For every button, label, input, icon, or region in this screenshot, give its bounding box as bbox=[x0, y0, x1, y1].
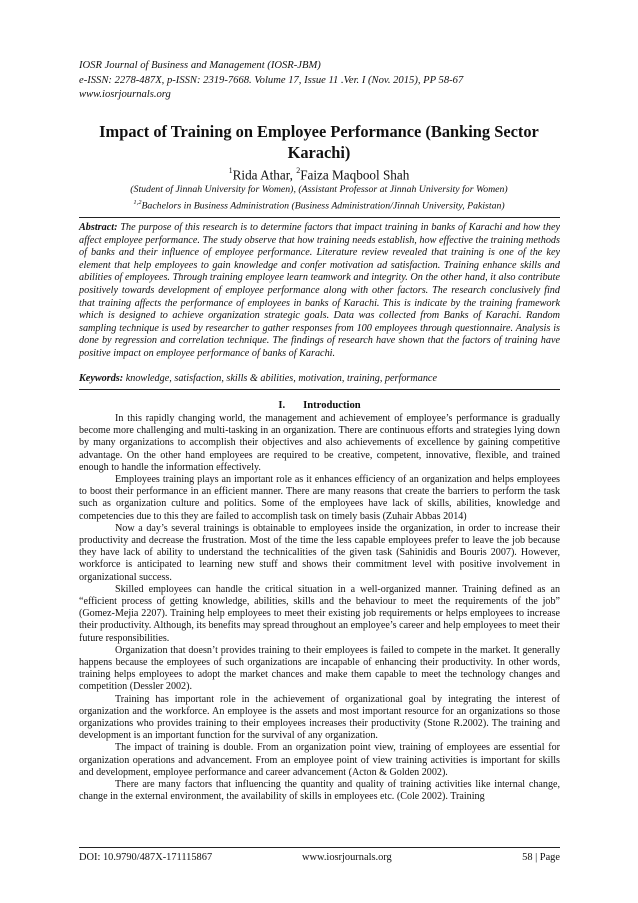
page-footer bbox=[79, 852, 560, 866]
paragraph: There are many factors that influencing the quantity and quality of training activities like internal change, change in the external environment, the availability of skills in employees etc. (Cole 2002). Training bbox=[79, 779, 560, 803]
abstract-bottom-rule bbox=[79, 389, 560, 390]
journal-header bbox=[79, 59, 569, 103]
journal-website: www.iosrjournals.org bbox=[79, 89, 171, 100]
footer-page-number: 58 | Page bbox=[522, 852, 560, 863]
author2-sup: 2 bbox=[296, 166, 301, 175]
paper-title: Impact of Training on Employee Performance (Banking Sector Karachi) bbox=[99, 122, 539, 162]
affiliation-line-2 bbox=[70, 196, 568, 212]
section-number: I. bbox=[278, 400, 286, 411]
author1-name: Rida Athar, bbox=[232, 167, 297, 183]
paragraph: Now a day’s several trainings is obtainable to employees inside the organization, in order to increase their productivity and decrease the frustration. Most of the time the less capable employees prefer to leave the job because they have lack of ability to understand the technicalities of the given task (Sahinidis and Bouris 2007). However, workforce is anticipated to learning new stuff and shows their commitment level with positive involvement in organizational success. bbox=[79, 522, 560, 583]
paragraph: In this rapidly changing world, the management and achievement of employee’s performance is gradually become more challenging and multi-tasking in an organization. There are continuous efforts and strategies lying down by many organizations to accomplish their objectives and also achievements of excellence by gaining competitive advantage. On the other hand employees are required to be creative, competent, innovative, flexible, and trained enough to handle the information effectively. bbox=[79, 413, 560, 473]
paragraph: Training has important role in the achievement of organizational goal by integrating the interest of organization and the workforce. An employee is the assets and most important resource for an organizations so those organizations who provides training to their employees increases their productivity (Stone R.2002). The training and development is an important function for the survival of any organization. bbox=[79, 693, 560, 742]
section-title: Introduction bbox=[303, 400, 361, 411]
paragraph: Employees training plays an important role as it enhances efficiency of an organization and helps employees to boost their performance in an efficient manner. There are many reasons that create the barriers to perform the task such as organization culture and politics. Some of the employees have lack of skills, abilities, knowledge and competencies due to this they are failed to accomplish task on timely basis (Zuhair Abbas 2014) bbox=[79, 474, 560, 522]
keywords-label: Keywords: bbox=[79, 373, 124, 384]
affiliation-line-2-text: Bachelors in Business Administration (Business Administration/Jinnah University, Pakistan) bbox=[141, 200, 505, 212]
abstract-text: The purpose of this research is to determine factors that impact training in banks of Karachi and how they affect employee performance. The study observe that how training needs establish, how effective the training methods of banks and their influence of employee performance. Literature review revealed that training is one of the key element that help employees to gain knowledge and confer motivation ad satisfaction. Training enhance skills and abilities of employees. Through training employee learn teamwork and integrity. On the other hand, it also contribute positively towards development of employee performance along with other factors. The research conclusively find that training affects the performance of employees in banks of Karachi. This is indicate by the training framework which is designed to achieve organization strategic goals. Data was collected from Banks of Karachi. Random sampling technique is used by researcher to gather responses from 100 employees through questionnaire. Analysis is done by regression and correlation technique. The findings of research have shown that the factors of training have positive impact on employee performance of banks of Karachi. bbox=[79, 222, 561, 359]
body-text bbox=[79, 413, 560, 804]
affiliation-sup: 1,2 bbox=[133, 199, 142, 206]
footer-doi: DOI: 10.9790/487X-171115867 bbox=[79, 852, 213, 863]
keywords bbox=[79, 373, 560, 386]
footer-website: www.iosrjournals.org bbox=[302, 852, 392, 863]
abstract bbox=[79, 222, 560, 361]
section-heading bbox=[79, 400, 560, 411]
affiliation bbox=[70, 183, 568, 212]
footer-rule bbox=[79, 847, 560, 848]
keywords-text: knowledge, satisfaction, skills & abilities, motivation, training, performance bbox=[125, 373, 437, 384]
journal-name: IOSR Journal of Business and Management (IOSR-JBM) bbox=[79, 60, 321, 71]
affiliation-line-1: (Student of Jinnah University for Women), (Assistant Professor at Jinnah University for Women) bbox=[130, 184, 508, 195]
paragraph: Skilled employees can handle the critical situation in a well-organized manner. Training defined as an “efficient process of getting knowledge, abilities, skills and the behaviour to meet the requirements of the job” (Gomez-Mejia 2207). Training help employees to meet their existing job requirements or helps employees to increase their productivity. Although, its benefits may spread throughout an employee’s career and help employees to meet their future responsibilities. bbox=[79, 583, 560, 644]
journal-issn: e-ISSN: 2278-487X, p-ISSN: 2319-7668. Volume 17, Issue 11 .Ver. I (Nov. 2015), PP 58-67 bbox=[79, 74, 464, 86]
paragraph: The impact of training is double. From an organization point view, training of employees are essential for organization operations and advancement. From an employee point of view training activities is important for skills and development, employee performance and career advancement (Acton & Golden 2002). bbox=[79, 742, 560, 778]
author1-sup: 1 bbox=[228, 166, 233, 175]
abstract-label: Abstract: bbox=[79, 222, 118, 233]
author2-name: Faiza Maqbool Shah bbox=[300, 167, 410, 183]
paragraph: Organization that doesn’t provides training to their employees is failed to compete in the market. It generally happens because the employees of such organizations are incapable of enhancing their productivity. In other words, training helps employees to adopt the market chances and make them capable to meet the technology changes and competition (Dessler 2002). bbox=[79, 644, 560, 693]
abstract-top-rule bbox=[79, 217, 560, 218]
author-line bbox=[70, 163, 568, 183]
